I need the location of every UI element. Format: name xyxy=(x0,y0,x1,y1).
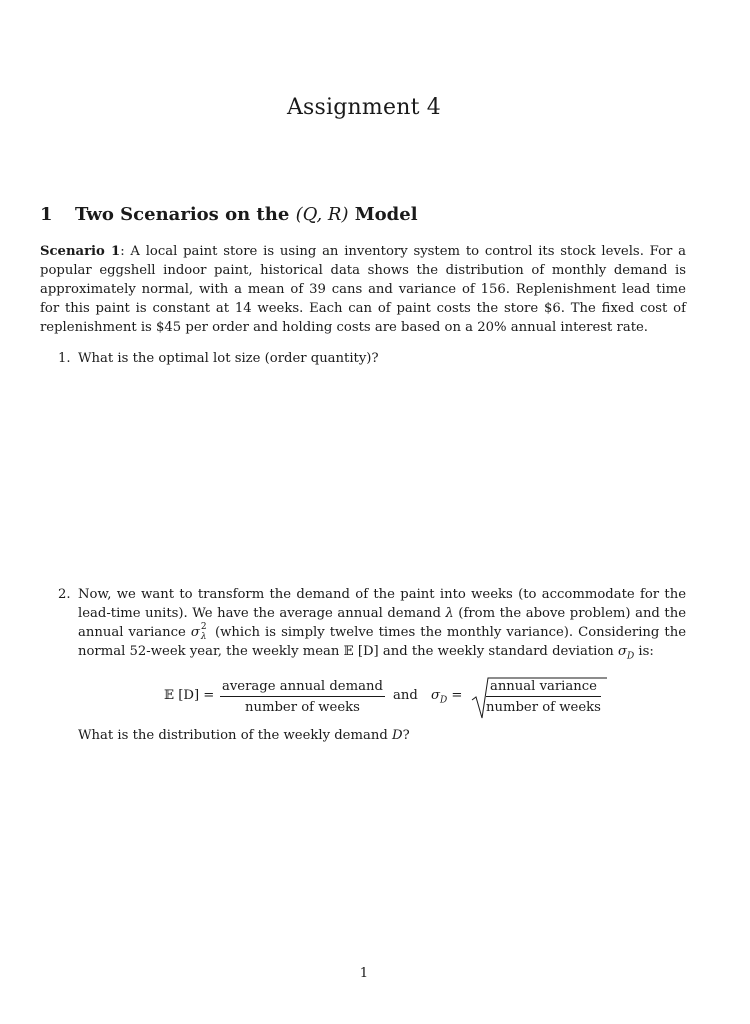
section-heading-before: Two Scenarios on the xyxy=(75,204,296,225)
question-2-text-b: (from the above problem) and the annual variance xyxy=(78,606,686,640)
section-heading-math: (Q, R) xyxy=(295,204,349,225)
sigma-superscript: 2 xyxy=(200,622,207,632)
sigma-d-symbol: σ xyxy=(618,644,628,659)
fraction-mean-denominator: number of weeks xyxy=(244,700,360,715)
question-2-text-e: is: xyxy=(634,644,654,659)
scenario-label: Scenario 1 xyxy=(40,244,121,259)
sigma-symbol: σ xyxy=(190,625,200,640)
formula-sigma-sub: D xyxy=(440,695,448,706)
question-2-number: 2. xyxy=(58,587,71,602)
question-1-number: 1. xyxy=(58,351,71,366)
sigma-d-subscript: D xyxy=(627,651,635,662)
fraction-mean xyxy=(220,679,385,715)
question-2-tail-var: D xyxy=(391,728,403,743)
page-number: 1 xyxy=(359,966,369,981)
weekly-formula xyxy=(150,676,620,722)
formula-lhs: 𝔼 [D] = xyxy=(164,688,215,703)
section-heading-after: Model xyxy=(348,204,418,225)
question-2-text-c: (which is simply twelve times the monthly variance). Considering the normal 52-week year, the weekly mean xyxy=(78,625,686,659)
sigma-subscript: λ xyxy=(200,632,207,642)
question-1 xyxy=(58,349,698,368)
lambda-symbol: λ xyxy=(445,606,454,621)
fraction-std-numerator: annual variance xyxy=(486,679,601,697)
fraction-std-denominator: number of weeks xyxy=(486,700,601,715)
question-1-text: What is the optimal lot size (order quantity)? xyxy=(78,351,379,366)
question-2-tail-b: ? xyxy=(402,728,410,743)
section-heading xyxy=(40,204,700,225)
scenario-paragraph xyxy=(40,242,686,337)
expectation-symbol: 𝔼 [D] xyxy=(343,644,379,659)
question-2-tail-a: What is the distribution of the weekly demand xyxy=(78,728,392,743)
fraction-std xyxy=(486,679,601,715)
question-2 xyxy=(58,585,686,667)
question-2-body xyxy=(78,585,686,667)
section-number: 1 xyxy=(40,204,53,225)
sigma-scripts xyxy=(200,622,210,642)
question-2-final-prompt xyxy=(78,726,698,745)
fraction-mean-numerator: average annual demand xyxy=(220,679,385,697)
scenario-text: : A local paint store is using an inventory system to control its stock levels. For a popular eggshell indoor paint, historical data shows the distribution of monthly demand is approximately normal, with a mean of 39 cans and variance of 156. Replenishment lead time for this paint is constant at 14 weeks. Each can of paint costs the store $6. The fixed cost of replenishment is $45 per order and holding costs are based on a 20% annual interest rate. xyxy=(40,244,686,335)
formula-and: and xyxy=(393,688,418,703)
formula-sigma: σ xyxy=(431,688,441,703)
question-2-text-a: Now, we want to transform the demand of the paint into weeks (to accommodate for the lead-time units). We have the average annual demand xyxy=(78,587,686,621)
document-title: Assignment 4 xyxy=(286,95,442,120)
formula-sigma-d xyxy=(431,688,462,706)
formula-equals: = xyxy=(447,688,463,703)
question-2-text-d: and the weekly standard deviation xyxy=(378,644,618,659)
